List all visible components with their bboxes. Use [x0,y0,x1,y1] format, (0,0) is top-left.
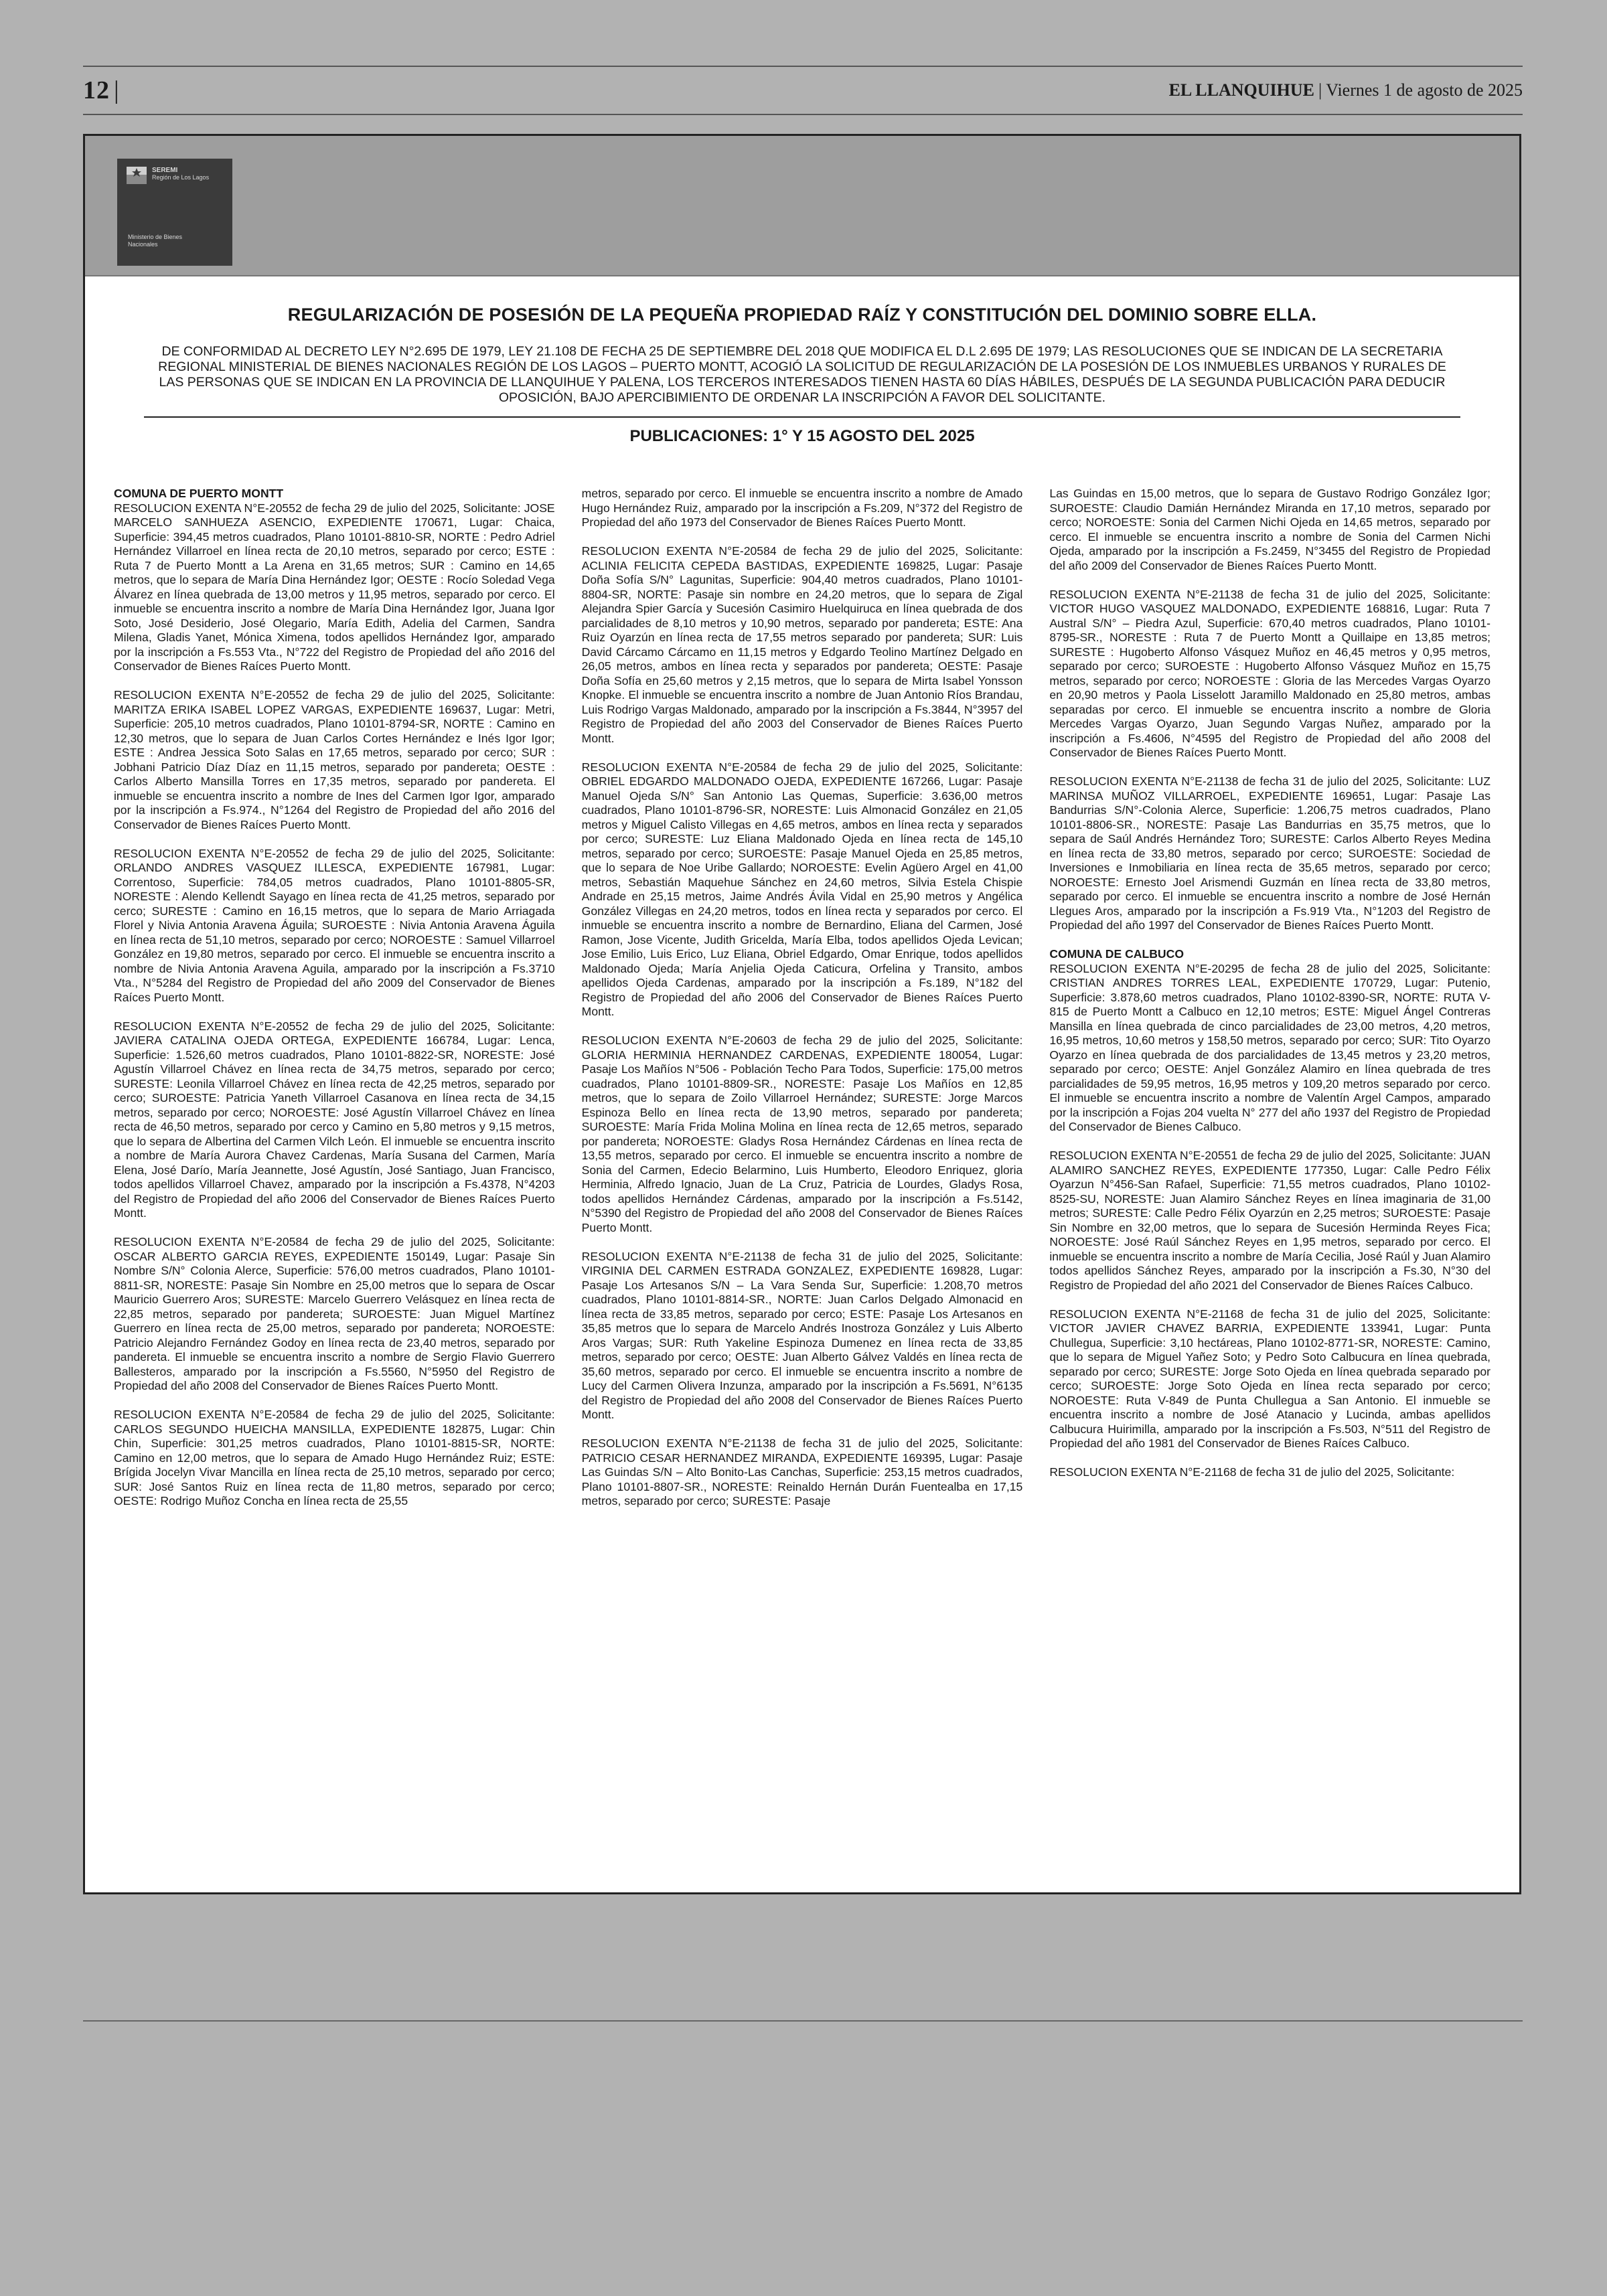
running-header [83,66,1523,115]
coat-of-arms-icon [125,165,148,185]
logo-brand: SEREMI Región de Los Lagos [152,167,210,181]
resolution-entry: RESOLUCION EXENTA N°E-21138 de fecha 31 de julio del 2025, Solicitante: VICTOR HUGO VASQUEZ MALDONADO, EXPEDIENTE 168816, Lugar: Ruta 7 Austral S/N° – Piedra Azul, Superficie: 670,40 metros cuadrados, Plano 10101-8795-SR., NORESTE : Ruta 7 de Puerto Montt a Quillaipe en 13,85 metros; SURESTE : Hugoberto Alfonso Vásquez Muñoz en 46,45 metros y 0,95 metros, separado por cerco; SUROESTE : Hugoberto Alfonso Vásquez Muñoz en 15,75 metros, separado por cerco; NOROESTE : Gloria de las Mercedes Vargas Oyarzo en 20,90 metros y Paola Lisselott Jaramillo Maldonado en 25,80 metros, ambas separadas por cerco. El inmueble se encuentra inscrito a nombre de Gloria Mercedes Vargas Oyarzo, Juan Segundo Vargas Nuñez, amparado por la inscripción a Fs.4606, N°4595 del Registro de Propiedad del año 2008 del Conservador de Bienes Raíces Puerto Montt. [1049,587,1491,759]
notice-intro: DE CONFORMIDAD AL DECRETO LEY N°2.695 DE 1979, LEY 21.108 DE FECHA 25 DE SEPTIEMBRE DEL 2018 QUE MODIFICA EL D.L 2.695 DE 1979; LAS RESOLUCIONES QUE SE INDICAN DE LA SECRETARIA REGIONAL MINISTERIAL DE BIENES NACIONALES REGIÓN DE LOS LAGOS – PUERTO MONTT, ACOGIÓ LA SOLICITUD DE REGULARIZACIÓN DE LA POSESIÓN DE LOS INMUEBLES URBANOS Y RURALES DE LAS PERSONAS QUE SE INDICAN EN LA PROVINCIA DE LLANQUIHUE Y PALENA, LOS TERCEROS INTERESADOS TIENEN HASTA 60 DÍAS HÁBILES, DESPUÉS DE LA SEGUNDA PUBLICACIÓN PARA DEDUCIR OPOSICIÓN, BAJO APERCIBIMIENTO DE ORDENAR LA INSCRIPCIÓN A FAVOR DEL SOLICITANTE. [158,344,1446,405]
notice-title: REGULARIZACIÓN DE POSESIÓN DE LA PEQUEÑA PROPIEDAD RAÍZ Y CONSTITUCIÓN DEL DOMINIO SOBRE ELLA. [287,305,1317,325]
resolution-entry: RESOLUCION EXENTA N°E-20552 de fecha 29 de julio del 2025, Solicitante: JAVIERA CATALINA OJEDA ORTEGA, EXPEDIENTE 166784, Lugar: Lenca, Superficie: 1.526,60 metros cuadrados, Plano 10101-8822-SR, NORESTE: José Agustín Villarroel Chávez en línea recta de 34,75 metros, separado por cerco; SURESTE: Leonila Villarroel Chávez en línea recta de 42,25 metros, separado por cerco; SUROESTE: Patricia Yaneth Villarroel Casanova en línea recta de 34,15 metros, separado por cerco; NOROESTE: José Agustín Villarroel Chávez en línea recta de 46,50 metros, separado por cerco y Camino en 5,80 metros y 9,15 metros, que lo separa de Albertina del Carmen Vilch León. El inmueble se encuentra inscrito a nombre de María Aurora Chavez Cardenas, María Susana del Carmen, María Elena, José Darío, María Jeannette, José Agustín, José Santiago, Juan Francisco, todos apellidos Villarroel Chavez, amparado por la inscripción a Fs.4378, N°4203 del Registro de Propiedad del año 2006 del Conservador de Bienes Raíces Puerto Montt. [114,1019,555,1220]
page-number: 12 | [83,76,120,105]
resolution-entry: RESOLUCION EXENTA N°E-21168 de fecha 31 de julio del 2025, Solicitante: [1049,1465,1455,1479]
column-2 [582,487,1023,1879]
resolution-entry: RESOLUCION EXENTA N°E-20603 de fecha 29 de julio del 2025, Solicitante: GLORIA HERMINIA HERNANDEZ CARDENAS, EXPEDIENTE 180054, Lugar: Pasaje Los Mañíos N°506 - Población Techo Para Todos, Superficie: 175,00 metros cuadrados, Plano 10101-8809-SR., NORESTE: Pasaje Los Mañíos en 12,85 metros, que lo separa de Zoilo Villarroel Hernández; SURESTE: Jorge Marcos Espinoza Bello en línea recta de 13,90 metros, separado por pandereta; SUROESTE: María Frida Molina Molina en línea recta de 12,65 metros, separado por pandereta; NOROESTE: Gladys Rosa Hernández Cárdenas en línea recta de 13,55 metros, separado por cerco. El inmueble se encuentra inscrito a nombre de Sonia del Carmen, Edecio Belarmino, Luis Humberto, Eleodoro Enriquez, gloria Herminia, Alfredo Ignacio, Juan de La Cruz, Patricia de Lourdes, Gladys Rosa, todos apellidos Hernández Cárdenas, amparado por la inscripción a Fs.5142, N°5390 del Registro de Propiedad del año 2008 del Conservador de Bienes Raíces Puerto Montt. [581,1034,1023,1234]
commune-heading: COMUNA DE CALBUCO [1049,947,1184,961]
resolution-entry: RESOLUCION EXENTA N°E-20552 de fecha 29 de julio del 2025, Solicitante: ORLANDO ANDRES VASQUEZ ILLESCA, EXPEDIENTE 167981, Lugar: Correntoso, Superficie: 784,05 metros cuadrados, Plano 10101-8805-SR, NORESTE : Alendo Kellendt Sayago en línea recta de 41,25 metros, separado por cerco; SURESTE : Camino en 16,15 metros, que lo separa de Mario Arriagada Florel y Nivia Antonia Aravena Águila; SUROESTE : Nivia Antonia Aravena Águila en línea recta de 51,10 metros, separado por cerco; NOROESTE : Samuel Villarroel González en 19,80 metros, separado por cerco. El inmueble se encuentra inscrito a nombre de Nivia Antonia Aravena Aguila, amparado por la inscripción a Fs.3710 Vta., N°5284 del Registro de Propiedad del año 2009 del Conservador de Bienes Raíces Puerto Montt. [114,846,555,1004]
resolution-entry: RESOLUCION EXENTA N°E-21168 de fecha 31 de julio del 2025, Solicitante: VICTOR JAVIER CHAVEZ BARRIA, EXPEDIENTE 133941, Lugar: Punta Chullegua, Superficie: 3,10 hectáreas, Plano 10102-8771-SR, NORESTE: Camino, que lo separa de Miguel Yañez Soto; y Pedro Soto Calbucura en línea quebrada, separado por cerco; SURESTE: Jorge Soto Ojeda en línea quebrada separado por cerco; SUROESTE: Jorge Soto Ojeda en línea recta separado por cerco; NOROESTE: Ruta V-849 de Punta Chullegua a San Antonio. El inmueble se encuentra inscrito a nombre de José Atanacio y Lucinda, ambas apellidos Calbucura Huirimilla, amparado por la inscripción a Fs.503, N°511 del Registro de Propiedad del año 1981 del Conservador de Bienes Raíces Calbuco. [1049,1307,1491,1450]
resolution-entry: RESOLUCION EXENTA N°E-20584 de fecha 29 de julio del 2025, Solicitante: OBRIEL EDGARDO MALDONADO OJEDA, EXPEDIENTE 167266, Lugar: Pasaje Manuel Ojeda S/N° San Antonio Las Quemas, Superficie: 3.636,00 metros cuadrados, Plano 10101-8796-SR, NORESTE: Luis Almonacid González en 21,05 metros y Miguel Calisto Villegas en 4,65 metros, ambos en línea recta y separados por cerco; SURESTE: Luz Eliana Maldonado Ojeda en línea recta de 145,10 metros, separado por cerco; SUROESTE: Pasaje Manuel Ojeda en 25,85 metros, que lo separa de Noe Uribe Gallardo; NOROESTE: Evelin Agüero Argel en 41,00 metros, Sebastián Maquehue Sánchez en 24,60 metros, Silvia Estela Chispie Andrade en 25,15 metros, Jaime Andrés Ávila Vidal en 25,90 metros y Angélica González Villegas en 24,20 metros, todos en línea recta y separados por cerco. El inmueble se encuentra inscrito a nombre de Bernardino, Eliana del Carmen, José Ramon, Jose Vicente, Judith Gricelda, María Elba, todos apellidos Ojeda Levican; Jose Emilio, Luis Erico, Luz Eliana, Obriel Edgardo, Omar Enrique, todos apellidos Maldonado Ojeda; María Anjelia Ojeda Caticura, Orfelina y Transito, ambos apellidos Ojeda Cardenas, amparado por la inscripción a Fs.189, N°182 del Registro de Propiedad del año 2006 del Conservador de Bienes Raíces Puerto Montt. [581,760,1023,1018]
masthead: EL LLANQUIHUE | Viernes 1 de agosto de 2025 [1168,80,1523,100]
resolution-entry: RESOLUCION EXENTA N°E-20552 de fecha 29 de julio del 2025, Solicitante: JOSE MARCELO SANHUEZA ASENCIO, EXPEDIENTE 170671, Lugar: Chaica, Superficie: 394,45 metros cuadrados, Plano 10101-8810-SR, NORTE : Pedro Adriel Hernández Villarroel en línea recta de 20,10 metros, separado por cerco; ESTE : Ruta 7 de Puerto Montt a La Arena en 31,65 metros; SUR : Camino en 14,65 metros, que lo separa de María Dina Hernández Igor; OESTE : Rocío Soledad Vega Álvarez en línea quebrada de 13,00 metros y 11,95 metros, separado por cerco. El inmueble se encuentra inscrito a nombre de María Dina Hernández Igor, Juana Igor Soto, José Desiderio, José Olegario, María Edith, Adelia del Carmen, Sandra Milena, Gladis Yanet, Mónica Ximena, todos apellidos Hernández Igor, amparado por la inscripción a Fs.553 Vta., N°722 del Registro de Propiedad del año 2016 del Conservador de Bienes Raíces Puerto Montt. [114,501,555,673]
resolution-entry: RESOLUCION EXENTA N°E-20584 de fecha 29 de julio del 2025, Solicitante: CARLOS SEGUNDO HUEICHA MANSILLA, EXPEDIENTE 182875, Lugar: Chin Chin, Superficie: 301,25 metros cuadrados, Plano 10101-8815-SR, NORTE: Camino en 12,00 metros, que lo separa de Amado Hugo Hernández Ruiz; ESTE: Brígida Jocelyn Vivar Mancilla en línea recta de 25,10 metros, separado por cerco; SUR: José Santos Ruiz en línea recta de 11,80 metros, separado por cerco; OESTE: Rodrigo Muñoz Concha en línea recta de 25,55 [114,1408,555,1507]
resolution-entry: RESOLUCION EXENTA N°E-20295 de fecha 28 de julio del 2025, Solicitante: CRISTIAN ANDRES TORRES LEAL, EXPEDIENTE 170729, Lugar: Putenio, Superficie: 3.878,60 metros cuadrados, Plano 10102-8390-SR, NORTE: RUTA V-815 de Puerto Montt a Calbuco en 12,10 metros; ESTE: Miguel Ángel Contreras Mansilla en línea quebrada de cinco parcialidades de 23,00 metros, 4,20 metros, 16,95 metros, 10,60 metros y 158,50 metros, separado por cerco; SUR: Tito Oyarzo Oyarzo en línea quebrada de dos parcialidades de 13,45 metros y 23,20 metros, separado por cerco; OESTE: Anjel González Alamiro en línea quebrada de tres parcialidades de 59,95 metros, 16,95 metros y 109,20 metros separado por cerco. El inmueble se encuentra inscrito a nombre de Valentín Argel Campos, amparado por la inscripción a Fojas 204 vuelta N° 277 del año 1937 del Registro de Propiedad del Conservador de Bienes Calbuco. [1049,961,1491,1133]
footer-rule [83,2020,1523,2022]
publication-dates: PUBLICACIONES: 1° Y 15 AGOSTO DEL 2025 [144,416,1460,446]
column-3 [1049,487,1490,1879]
resolution-entry: RESOLUCION EXENTA N°E-20584 de fecha 29 de julio del 2025, Solicitante: ACLINIA FELICITA CEPEDA BASTIDAS, EXPEDIENTE 169825, Lugar: Pasaje Doña Sofía S/N° Lagunitas, Superficie: 904,40 metros cuadrados, Plano 10101-8804-SR, NORTE: Pasaje sin nombre en 24,20 metros, que lo separa de Zigal Alejandra Spier García y Sucesión Casimiro Huelquiruca en línea quebrada de dos parcialidades de 8,10 metros y 10,90 metros, separado por pandereta; ESTE: Ana Ruiz Oyarzún en línea recta de 17,55 metros separado por pandereta; SUR: Luis David Cárcamo Cárcamo en 11,15 metros y Edgardo Teolino Martínez Delgado en 26,05 metros, ambos en línea recta y separados por pandereta; OESTE: Pasaje Doña Sofía en 25,60 metros y 2,15 metros, que lo separa de Mirta Isabel Yonsson Knopke. El inmueble se encuentra inscrito a nombre de Juan Antonio Ríos Brandau, Luis Rodrigo Vargas Maldonado, amparado por la inscripción a Fs.3844, N°3957 del Registro de Propiedad del año 2003 del Conservador de Bienes Raíces Puerto Montt. [581,544,1023,745]
commune-heading: COMUNA DE PUERTO MONTT [114,487,284,500]
column-1 [114,487,555,1879]
publication-name: EL LLANQUIHUE [1168,80,1315,100]
legal-notice [83,134,1521,1894]
ministry-logo [117,159,232,266]
resolution-entry: RESOLUCION EXENTA N°E-20552 de fecha 29 de julio del 2025, Solicitante: MARITZA ERIKA ISABEL LOPEZ VARGAS, EXPEDIENTE 169637, Lugar: Metri, Superficie: 205,10 metros cuadrados, Plano 10101-8794-SR, NORTE : Camino en 12,30 metros, que lo separa de Juan Carlos Cortes Hernández e Inés Igor Igor; ESTE : Andrea Jessica Soto Salas en 17,65 metros, separado por cerco; SUR : Jobhani Patricio Díaz Díaz en 11,15 metros, separado por pandereta; OESTE : Carlos Alberto Mansilla Torres en 17,35 metros, separado por pandereta. El inmueble se encuentra inscrito a nombre de Ines del Carmen Igor Igor, amparado por la inscripción a Fs.974., N°1264 del Registro de Propiedad del año 2016 del Conservador de Bienes Raíces Puerto Montt. [114,688,555,831]
resolution-entry: Las Guindas en 15,00 metros, que lo separa de Gustavo Rodrigo González Igor; SUROESTE: Claudio Damián Hernández Miranda en 17,10 metros, separado por cerco; NOROESTE: Sonia del Carmen Nichi Ojeda en 14,65 metros, separado por cerco. El inmueble se encuentra inscrito a nombre de Sonia del Carmen Nichi Ojeda, amparado por la inscripción a Fs.2459, N°3455 del Registro de Propiedad del año 2009 del Conservador de Bienes Raíces Puerto Montt. [1049,487,1491,572]
resolution-entry: RESOLUCION EXENTA N°E-21138 de fecha 31 de julio del 2025, Solicitante: PATRICIO CESAR HERNANDEZ MIRANDA, EXPEDIENTE 169395, Lugar: Pasaje Las Guindas S/N – Alto Bonito-Las Canchas, Superficie: 253,15 metros cuadrados, Plano 10101-8807-SR., NORESTE: Reinaldo Hernán Durán Fuentealba en 17,15 metros, separado por cerco; SURESTE: Pasaje [581,1437,1023,1507]
resolution-entry: RESOLUCION EXENTA N°E-21138 de fecha 31 de julio del 2025, Solicitante: LUZ MARINSA MUÑOZ VILLARROEL, EXPEDIENTE 169651, Lugar: Pasaje Las Bandurrias S/N°-Colonia Alerce, Superficie: 1.206,75 metros cuadrados, Plano 10101-8806-SR., NORESTE: Pasaje Las Bandurrias en 35,75 metros, que lo separa de Saúl Andrés Hernández Toro; SURESTE: Carlos Alberto Reyes Medina en línea recta de 33,80 metros, separado por cerco; SUROESTE: Sociedad de Inversiones e Inmobiliaria en línea recta de 35,65 metros, separado por cerco; NOROESTE: Ernesto Joel Arismendi Guzmán en línea recta de 33,80 metros, separado por cerco. El inmueble se encuentra inscrito a nombre de José Hernán Llegues Aros, amparado por la inscripción a Fs.919 Vta., N°1203 del Registro de Propiedad del año 1997 del Conservador de Bienes Raíces Puerto Montt. [1049,774,1491,932]
resolution-columns [114,487,1490,1879]
resolution-entry: metros, separado por cerco. El inmueble se encuentra inscrito a nombre de Amado Hugo Hernández Ruiz, amparado por la inscripción a Fs.209, N°372 del Registro de Propiedad del año 1973 del Conservador de Bienes Raíces Puerto Montt. [581,487,1023,529]
logo-ministry: Ministerio de Bienes Nacionales [128,234,183,248]
issue-date: Viernes 1 de agosto de 2025 [1326,80,1523,100]
resolution-entry: RESOLUCION EXENTA N°E-20584 de fecha 29 de julio del 2025, Solicitante: OSCAR ALBERTO GARCIA REYES, EXPEDIENTE 150149, Lugar: Pasaje Sin Nombre S/N° Colonia Alerce, Superficie: 576,00 metros cuadrados, Plano 10101-8811-SR, NORESTE: Pasaje Sin Nombre en 25,00 metros que lo separa de Oscar Mauricio Guerrero Aros; SURESTE: Marcelo Guerrero Velásquez en línea recta de 22,85 metros, separado por pandereta; SUROESTE: Juan Miguel Martínez Guerrero en línea recta de 25,00 metros, separado por pandereta; NOROESTE: Patricio Alejandro Fernández Godoy en línea recta de 23,40 metros, separado por pandereta. El inmueble se encuentra inscrito a nombre de Sergio Flavio Guerrero Ballesteros, amparado por la inscripción a Fs.5560, N°5950 del Registro de Propiedad del año 2008 del Conservador de Bienes Raíces Puerto Montt. [114,1235,555,1392]
resolution-entry: RESOLUCION EXENTA N°E-20551 de fecha 29 de julio del 2025, Solicitante: JUAN ALAMIRO SANCHEZ REYES, EXPEDIENTE 177350, Lugar: Calle Pedro Félix Oyarzun N°456-San Rafael, Superficie: 71,55 metros cuadrados, Plano 10102-8525-SU, NORESTE: Juan Alamiro Sánchez Reyes en línea imaginaria de 31,00 metros; SURESTE: Calle Pedro Félix Oyarzún en 2,25 metros; SUROESTE: Pasaje Sin Nombre en 32,00 metros, que lo separa de Sucesión Herminda Reyes Fica; NOROESTE: José Raúl Sánchez Reyes en 1,95 metros, separado por cerco. El inmueble se encuentra inscrito a nombre de María Cecilia, José Raúl y Juan Alamiro todos apellidos Sánchez Reyes, amparado por la inscripción a Fs.30, N°30 del Registro de Propiedad del año 2021 del Conservador de Bienes Raíces Calbuco. [1049,1149,1491,1292]
notice-banner [85,136,1519,276]
resolution-entry: RESOLUCION EXENTA N°E-21138 de fecha 31 de julio del 2025, Solicitante: VIRGINIA DEL CARMEN ESTRADA GONZALEZ, EXPEDIENTE 169828, Lugar: Pasaje Los Artesanos S/N – La Vara Senda Sur, Superficie: 1.208,70 metros cuadrados, Plano 10101-8814-SR., NORTE: Juan Carlos Delgado Almonacid en línea recta de 33,85 metros, separado por cerco; ESTE: Pasaje Los Artesanos en 35,85 metros que lo separa de Marcelo Andrés Inostroza González y Luis Alberto Aros Vargas; SUR: Ruth Yakeline Espinoza Dumenez en línea recta de 33,85 metros, separado por cerco; OESTE: Juan Alberto Gálvez Valdés en línea recta de 35,60 metros, separado por cerco. El inmueble se encuentra inscrito a nombre de Lucy del Carmen Olivera Inzunza, amparado por la inscripción a Fs.5691, N°6135 del Registro de Propiedad del año 2008 del Conservador de Bienes Raíces Puerto Montt. [581,1249,1023,1421]
